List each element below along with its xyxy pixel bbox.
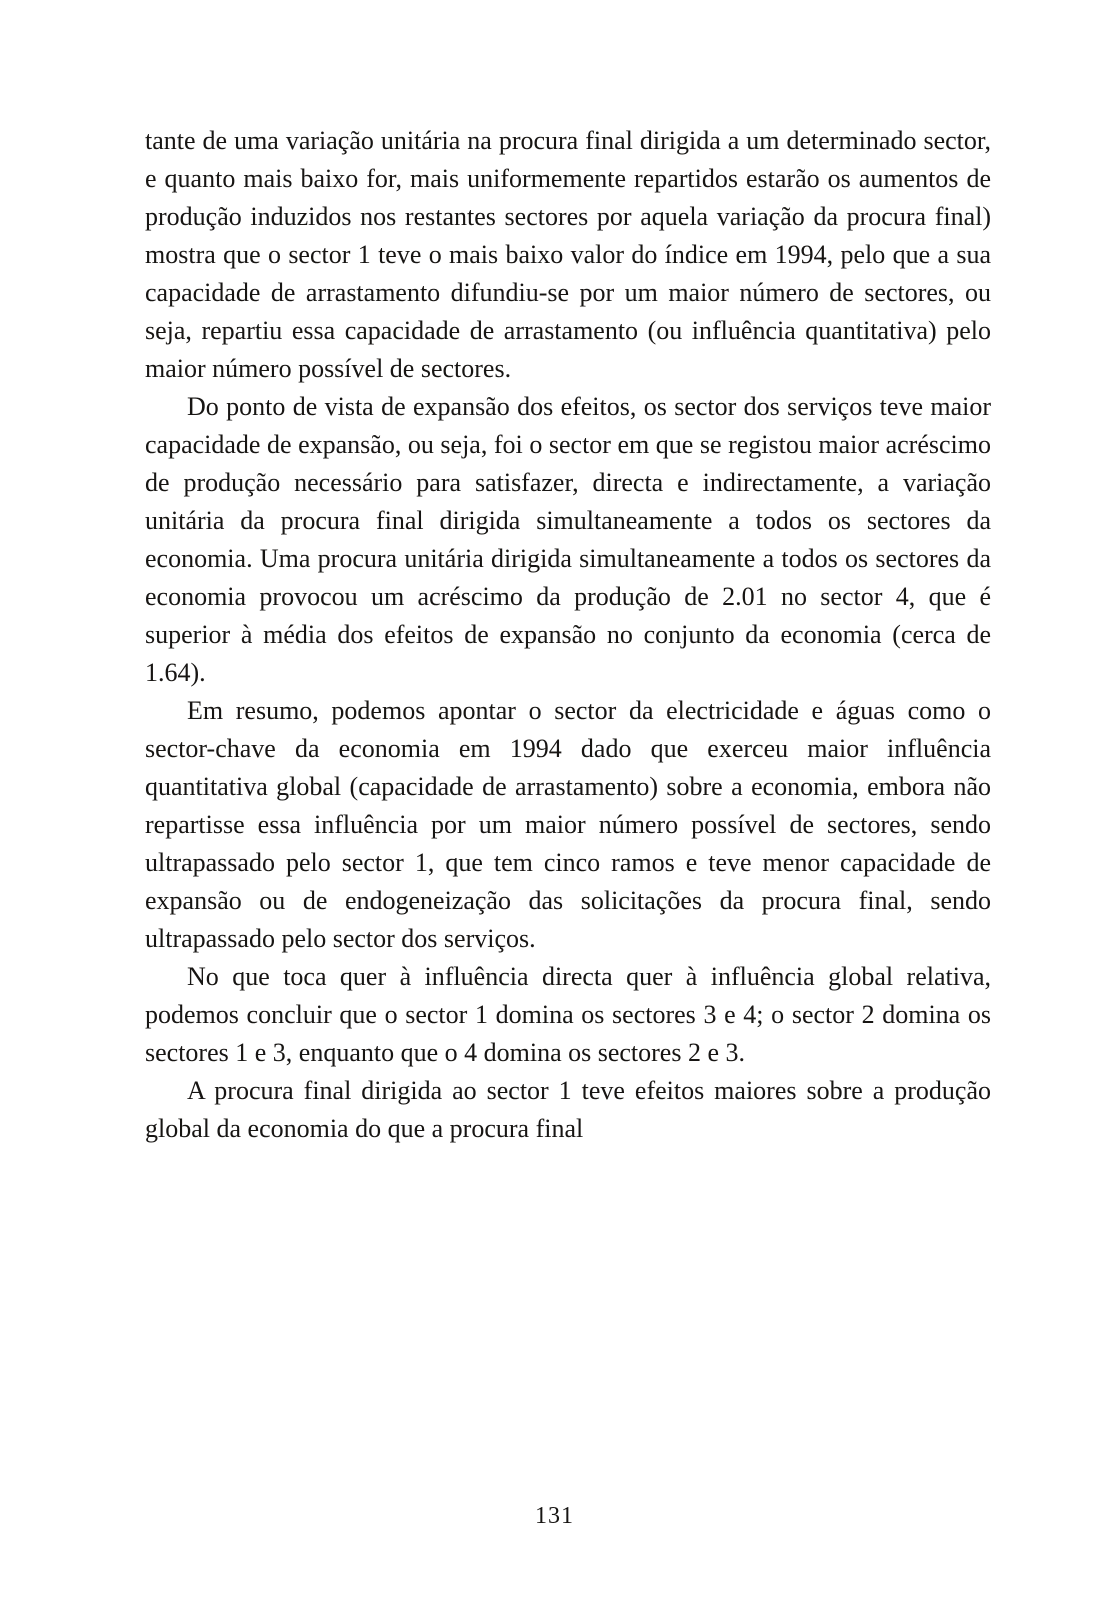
body-text: [145, 122, 991, 1148]
paragraph: A procura final dirigida ao sector 1 teve efeitos maiores sobre a produção global da economia do que a procura final: [145, 1076, 991, 1143]
paragraph-continuation: tante de uma variação unitária na procura final dirigida a um determinado sector, e quanto mais baixo for, mais uniformemente repartidos estarão os aumentos de produção induzidos nos restantes sectores por aquela variação da procura final) mostra que o sector 1 teve o mais baixo valor do índice em 1994, pelo que a sua capacidade de arrastamento difundiu-se por um maior número de sectores, ou seja, repartiu essa capacidade de arrastamento (ou influência quantitativa) pelo maior número possível de sectores.: [145, 126, 991, 383]
paragraph: No que toca quer à influência directa quer à influência global relativa, podemos concluir que o sector 1 domina os sectores 3 e 4; o sector 2 domina os sectores 1 e 3, enquanto que o 4 domina os sectores 2 e 3.: [145, 962, 991, 1067]
paragraph: Do ponto de vista de expansão dos efeitos, os sector dos serviços teve maior capacidade de expansão, ou seja, foi o sector em que se registou maior acréscimo de produção necessário para satisfazer, directa e indirectamente, a variação unitária da procura final dirigida simultaneamente a todos os sectores da economia. Uma procura unitária dirigida simultaneamente a todos os sectores da economia provocou um acréscimo da produção de 2.01 no sector 4, que é superior à média dos efeitos de expansão no conjunto da economia (cerca de 1.64).: [145, 392, 991, 687]
paragraph: Em resumo, podemos apontar o sector da electricidade e águas como o sector-chave da economia em 1994 dado que exerceu maior influência quantitativa global (capacidade de arrastamento) sobre a economia, embora não repartisse essa influência por um maior número possível de sectores, sendo ultrapassado pelo sector 1, que tem cinco ramos e teve menor capacidade de expansão ou de endogeneização das solicitações da procura final, sendo ultrapassado pelo sector dos serviços.: [145, 696, 991, 953]
page-number: 131: [535, 1503, 574, 1529]
